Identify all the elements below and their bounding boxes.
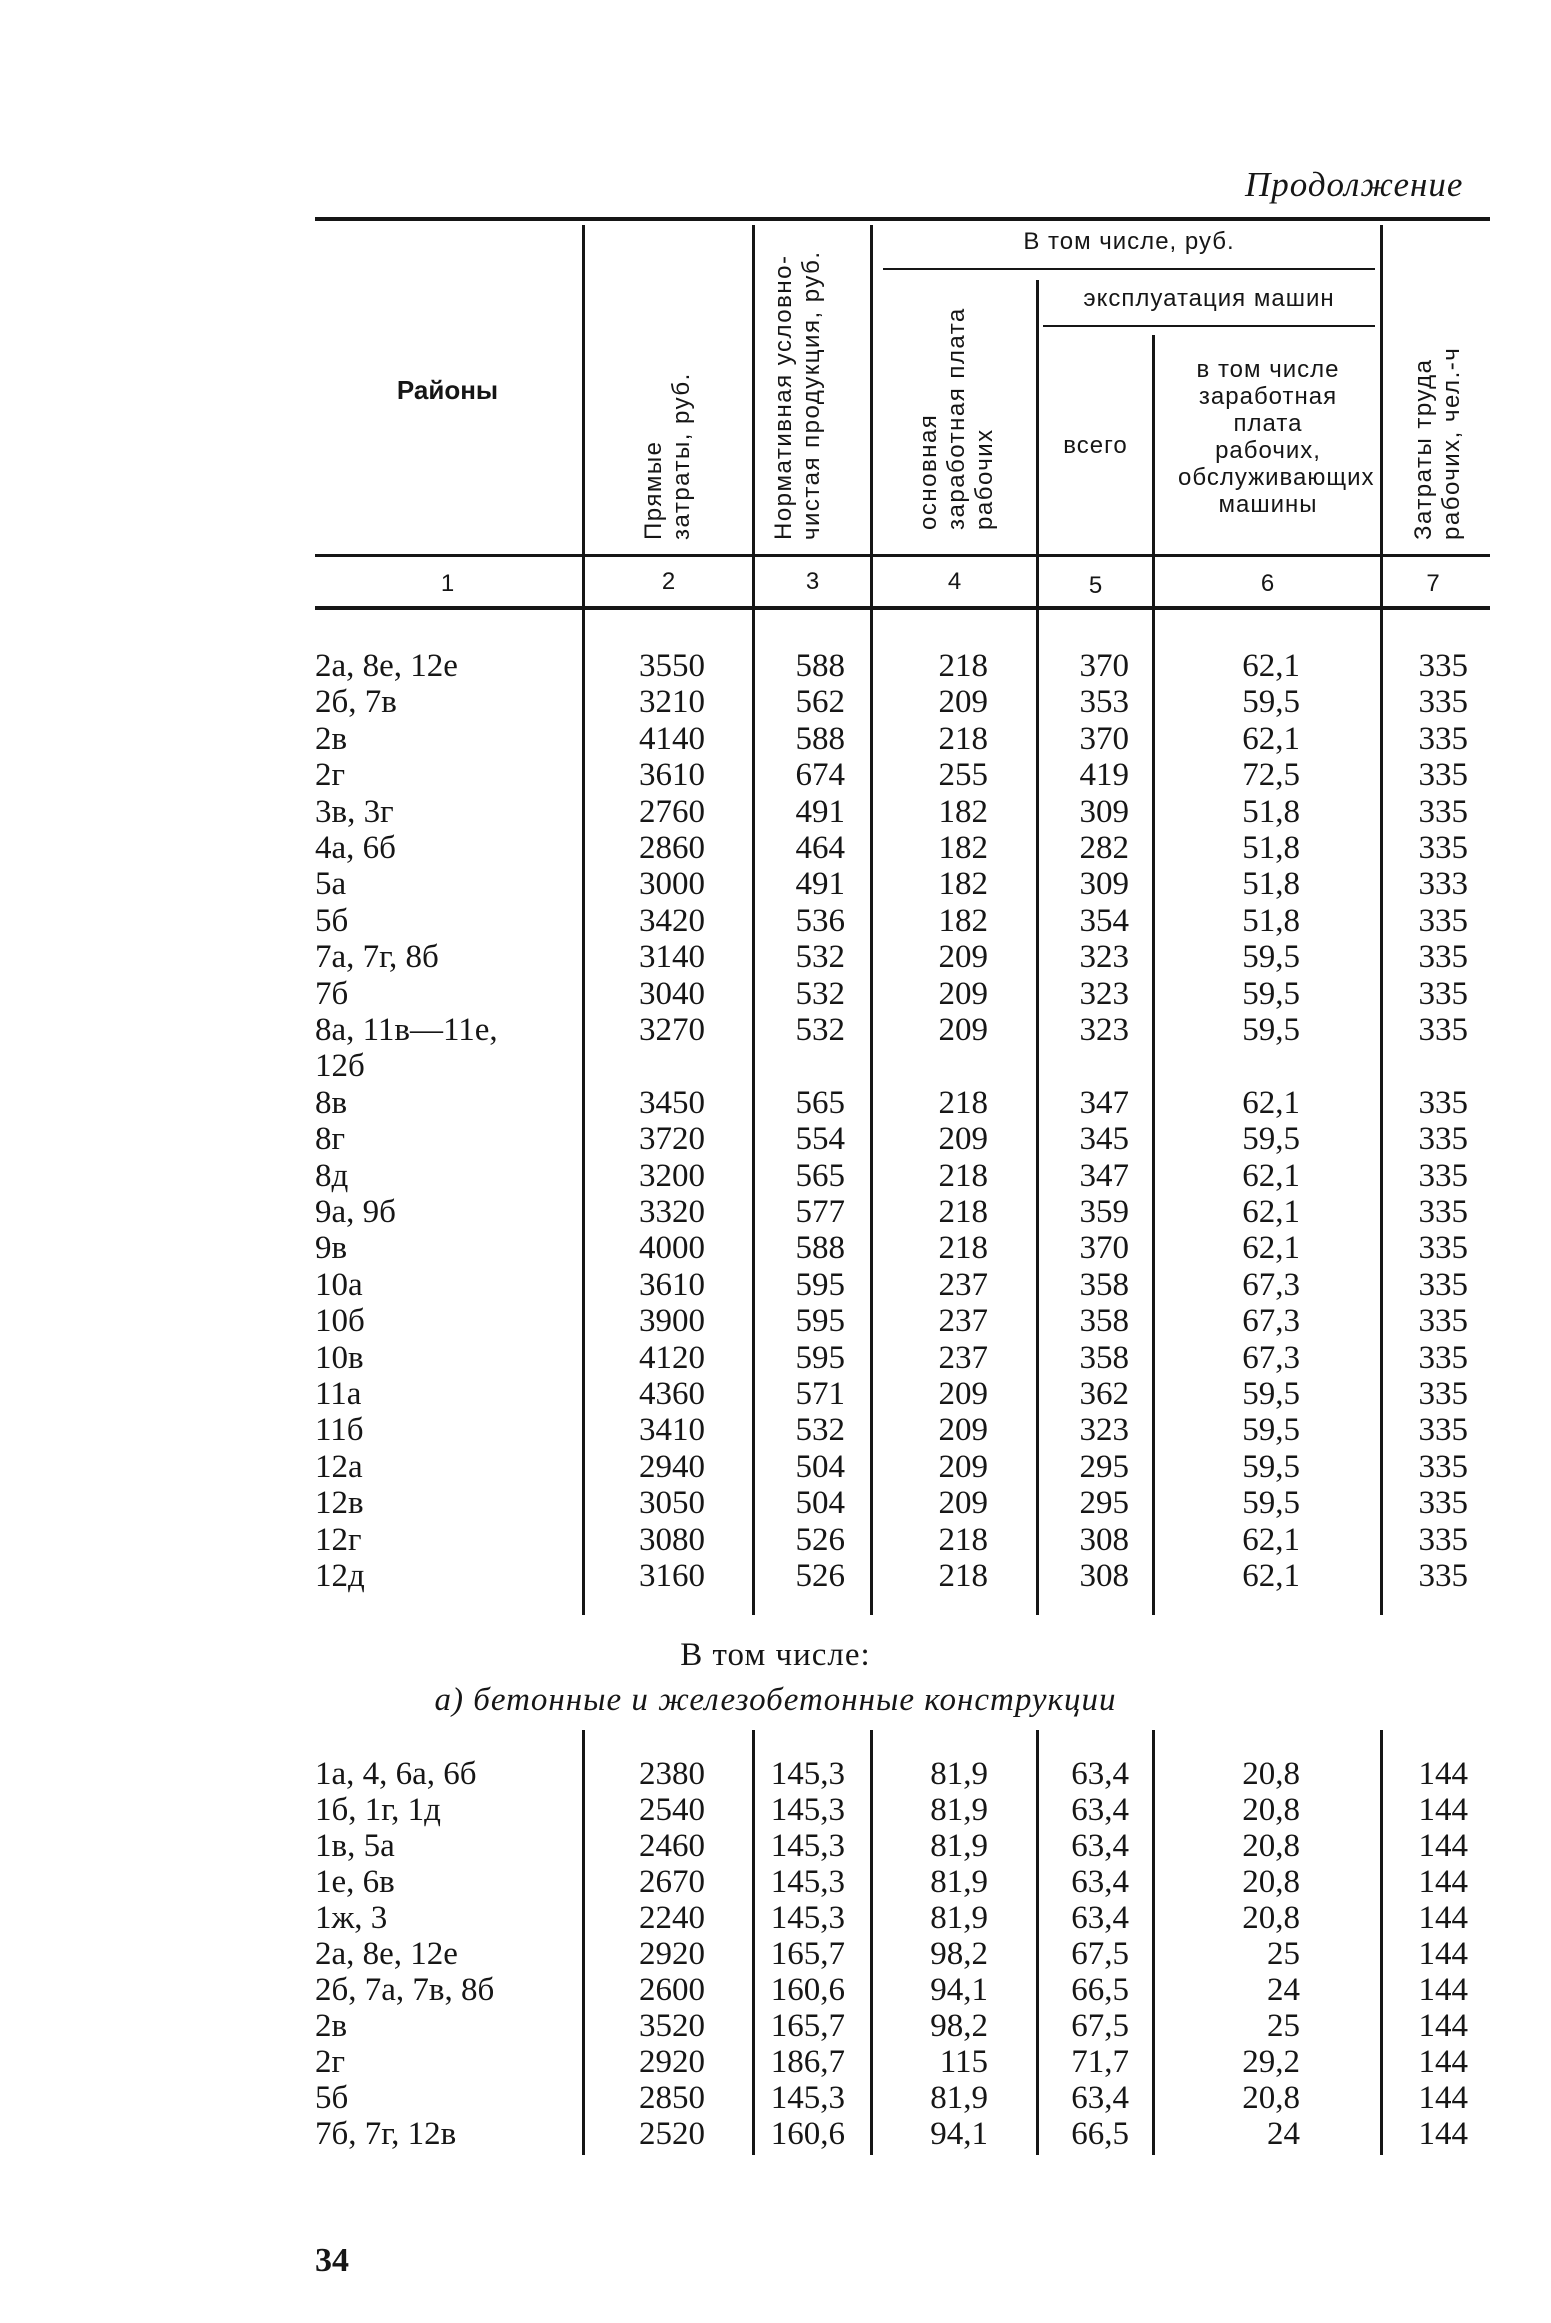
region-cell: 2г xyxy=(315,757,346,794)
region-cell: 2г xyxy=(315,2044,346,2080)
machines-total-cell: 63,4 xyxy=(1071,1864,1129,1900)
wages-cell: 209 xyxy=(938,684,988,721)
header-machine-wages: в том числе заработная плата рабочих, обслуживающих машины xyxy=(1178,356,1375,518)
normative-cell: 504 xyxy=(795,1485,845,1522)
direct-cost-cell: 4120 xyxy=(639,1339,705,1376)
normative-cell: 532 xyxy=(795,1412,845,1449)
machine-wages-cell: 59,5 xyxy=(1242,684,1300,721)
header-regions: Районы xyxy=(396,375,499,405)
labor-cell: 335 xyxy=(1418,902,1468,939)
col-number-2: 2 xyxy=(661,568,676,595)
labor-cell: 144 xyxy=(1418,1936,1468,1972)
wages-cell: 182 xyxy=(938,866,988,903)
region-cell: 9в xyxy=(315,1230,348,1267)
wages-cell: 209 xyxy=(938,939,988,976)
machine-wages-cell: 24 xyxy=(1267,2116,1300,2152)
numbers-bottom-rule xyxy=(315,606,1490,610)
header-machine-group: эксплуатация машин xyxy=(1083,285,1335,312)
wages-cell: 255 xyxy=(938,757,988,794)
region-cell: 2б, 7в xyxy=(315,684,397,721)
labor-cell: 335 xyxy=(1418,1485,1468,1522)
header-incl-group: В том числе, руб. xyxy=(1023,228,1235,255)
normative-cell: 588 xyxy=(795,1230,845,1267)
machine-wages-cell: 62,1 xyxy=(1242,1194,1300,1230)
normative-cell: 145,3 xyxy=(770,1864,845,1900)
labor-cell: 335 xyxy=(1418,939,1468,976)
normative-cell: 160,6 xyxy=(770,2116,845,2152)
machines-total-cell: 71,7 xyxy=(1071,2044,1129,2080)
region-cell: 1в, 5а xyxy=(315,1828,395,1864)
col-number-5: 5 xyxy=(1088,572,1103,599)
machine-wages-cell: 24 xyxy=(1267,1972,1300,2008)
wages-cell: 218 xyxy=(938,1194,988,1230)
direct-cost-cell: 3610 xyxy=(639,757,705,794)
direct-cost-cell: 2920 xyxy=(639,2044,705,2080)
region-cell: 8д xyxy=(315,1157,349,1194)
wages-cell: 81,9 xyxy=(930,1756,988,1792)
machine-wages-cell: 59,5 xyxy=(1242,1012,1300,1048)
wages-cell: 209 xyxy=(938,1121,988,1158)
wages-cell: 81,9 xyxy=(930,1900,988,1936)
machine-wages-cell: 72,5 xyxy=(1242,757,1300,794)
wages-cell: 182 xyxy=(938,793,988,830)
machine-wages-cell: 59,5 xyxy=(1242,1412,1300,1449)
machine-wages-cell: 20,8 xyxy=(1242,1900,1300,1936)
wages-cell: 218 xyxy=(938,720,988,757)
direct-cost-cell: 3140 xyxy=(639,939,705,976)
normative-cell: 532 xyxy=(795,975,845,1012)
wages-cell: 182 xyxy=(938,830,988,866)
labor-cell: 144 xyxy=(1418,2080,1468,2116)
machine-wages-cell: 62,1 xyxy=(1242,720,1300,757)
machines-total-cell: 295 xyxy=(1079,1485,1129,1522)
normative-cell: 536 xyxy=(795,902,845,939)
region-cell: 1е, 6в xyxy=(315,1864,395,1900)
machine-wages-cell: 29,2 xyxy=(1242,2044,1300,2080)
machine-wages-cell: 59,5 xyxy=(1242,1376,1300,1412)
normative-cell: 145,3 xyxy=(770,1900,845,1936)
labor-cell: 335 xyxy=(1418,1448,1468,1485)
labor-cell: 335 xyxy=(1418,1558,1468,1594)
wages-cell: 209 xyxy=(938,1412,988,1449)
normative-cell: 595 xyxy=(795,1266,845,1303)
machine-wages-cell: 59,5 xyxy=(1242,975,1300,1012)
wages-cell: 81,9 xyxy=(930,1828,988,1864)
machine-wages-cell: 51,8 xyxy=(1242,902,1300,939)
col-number-6: 6 xyxy=(1260,570,1275,597)
direct-cost-cell: 3520 xyxy=(639,2008,705,2044)
direct-cost-cell: 3040 xyxy=(639,975,705,1012)
normative-cell: 491 xyxy=(795,793,845,830)
normative-cell: 588 xyxy=(795,648,845,684)
region-cell: 2в xyxy=(315,720,348,757)
region-cell: 7б, 7г, 12в xyxy=(315,2116,457,2152)
machine-wages-cell: 20,8 xyxy=(1242,1792,1300,1828)
machines-total-cell: 323 xyxy=(1079,1012,1129,1048)
wages-cell: 81,9 xyxy=(930,1864,988,1900)
col-number-4: 4 xyxy=(947,568,962,595)
machine-wages-cell: 20,8 xyxy=(1242,1756,1300,1792)
col-number-1: 1 xyxy=(440,570,455,597)
machines-total-cell: 370 xyxy=(1079,648,1129,684)
machines-total-cell: 362 xyxy=(1079,1376,1129,1412)
region-cell: 5а xyxy=(315,866,347,903)
labor-cell: 335 xyxy=(1418,1121,1468,1158)
machine-wages-cell: 62,1 xyxy=(1242,1521,1300,1558)
direct-cost-cell: 3050 xyxy=(639,1485,705,1522)
machines-total-cell: 67,5 xyxy=(1071,1936,1129,1972)
normative-cell: 464 xyxy=(795,830,845,866)
direct-cost-cell: 2600 xyxy=(639,1972,705,2008)
normative-cell: 577 xyxy=(795,1194,845,1230)
normative-cell: 565 xyxy=(795,1084,845,1121)
machines-total-cell: 63,4 xyxy=(1071,1900,1129,1936)
wages-cell: 209 xyxy=(938,1485,988,1522)
normative-cell: 165,7 xyxy=(770,2008,845,2044)
region-cell: 7а, 7г, 8б xyxy=(315,939,439,976)
machines-total-cell: 308 xyxy=(1079,1558,1129,1594)
col-number-3: 3 xyxy=(805,568,820,595)
machines-total-cell: 359 xyxy=(1079,1194,1129,1230)
wages-cell: 218 xyxy=(938,1521,988,1558)
machine-wages-cell: 59,5 xyxy=(1242,1485,1300,1522)
labor-cell: 144 xyxy=(1418,1972,1468,2008)
wages-cell: 98,2 xyxy=(930,1936,988,1972)
continuation-label: Продолжение xyxy=(1245,165,1464,204)
machines-total-cell: 63,4 xyxy=(1071,2080,1129,2116)
labor-cell: 335 xyxy=(1418,1376,1468,1412)
machines-total-cell: 63,4 xyxy=(1071,1792,1129,1828)
machines-total-cell: 308 xyxy=(1079,1521,1129,1558)
labor-cell: 335 xyxy=(1418,1194,1468,1230)
region-cell: 3в, 3г xyxy=(315,793,394,830)
normative-cell: 562 xyxy=(795,684,845,721)
machines-total-cell: 354 xyxy=(1079,902,1129,939)
direct-cost-cell: 2760 xyxy=(639,793,705,830)
machine-wages-cell: 62,1 xyxy=(1242,1230,1300,1267)
region-cell: 10б xyxy=(315,1303,365,1340)
wages-cell: 81,9 xyxy=(930,1792,988,1828)
machine-wages-cell: 51,8 xyxy=(1242,866,1300,903)
machines-total-cell: 347 xyxy=(1079,1157,1129,1194)
region-cell: 10а xyxy=(315,1266,363,1303)
direct-cost-cell: 2920 xyxy=(639,1936,705,1972)
machines-total-cell: 66,5 xyxy=(1071,2116,1129,2152)
machine-wages-cell: 20,8 xyxy=(1242,2080,1300,2116)
machine-wages-cell: 67,3 xyxy=(1242,1339,1300,1376)
region-cell: 1ж, 3 xyxy=(315,1900,388,1936)
region-cell: 9а, 9б xyxy=(315,1194,396,1230)
direct-cost-cell: 3550 xyxy=(639,648,705,684)
normative-cell: 160,6 xyxy=(770,1972,845,2008)
wages-cell: 218 xyxy=(938,1558,988,1594)
machine-wages-cell: 62,1 xyxy=(1242,1157,1300,1194)
direct-cost-cell: 3210 xyxy=(639,684,705,721)
labor-cell: 335 xyxy=(1418,1303,1468,1340)
region-cell: 1а, 4, 6а, 6б xyxy=(315,1756,477,1792)
machine-wages-cell: 20,8 xyxy=(1242,1828,1300,1864)
normative-cell: 504 xyxy=(795,1448,845,1485)
machine-wages-cell: 51,8 xyxy=(1242,830,1300,866)
region-cell: 8в xyxy=(315,1084,348,1121)
region-cell: 12г xyxy=(315,1521,362,1558)
direct-cost-cell: 3000 xyxy=(639,866,705,903)
region-cell: 8г xyxy=(315,1121,346,1158)
header-normative-product: Нормативная условно-чистая продукция, руб. xyxy=(770,250,825,540)
region-cell: 11б xyxy=(315,1412,364,1449)
machines-total-cell: 66,5 xyxy=(1071,1972,1129,2008)
direct-cost-cell: 2850 xyxy=(639,2080,705,2116)
wages-cell: 237 xyxy=(938,1303,988,1340)
machine-wages-cell: 67,3 xyxy=(1242,1303,1300,1340)
region-cell: 12б xyxy=(315,1048,365,1085)
direct-cost-cell: 3900 xyxy=(639,1303,705,1340)
direct-cost-cell: 3200 xyxy=(639,1157,705,1194)
normative-cell: 565 xyxy=(795,1157,845,1194)
col-number-7: 7 xyxy=(1426,570,1440,597)
direct-cost-cell: 2670 xyxy=(639,1864,705,1900)
labor-cell: 144 xyxy=(1418,1828,1468,1864)
direct-cost-cell: 2380 xyxy=(639,1756,705,1792)
direct-cost-cell: 4140 xyxy=(639,720,705,757)
direct-cost-cell: 3160 xyxy=(639,1558,705,1594)
labor-cell: 144 xyxy=(1418,1792,1468,1828)
labor-cell: 335 xyxy=(1418,793,1468,830)
machines-total-cell: 63,4 xyxy=(1071,1756,1129,1792)
normative-cell: 571 xyxy=(795,1376,845,1412)
labor-cell: 335 xyxy=(1418,1266,1468,1303)
direct-cost-cell: 3080 xyxy=(639,1521,705,1558)
region-cell: 8а, 11в—11е, xyxy=(315,1012,498,1048)
header-base-wages: основная заработная плата рабочих xyxy=(915,307,998,530)
region-cell: 7б xyxy=(315,975,349,1012)
normative-cell: 532 xyxy=(795,939,845,976)
region-cell: 1б, 1г, 1д xyxy=(315,1792,441,1828)
labor-cell: 335 xyxy=(1418,1230,1468,1267)
wages-cell: 94,1 xyxy=(930,1972,988,2008)
direct-cost-cell: 4360 xyxy=(639,1376,705,1412)
labor-cell: 335 xyxy=(1418,830,1468,866)
machines-total-cell: 358 xyxy=(1079,1339,1129,1376)
machine-wages-cell: 51,8 xyxy=(1242,793,1300,830)
machines-total-cell: 345 xyxy=(1079,1121,1129,1158)
machines-total-cell: 323 xyxy=(1079,939,1129,976)
direct-cost-cell: 3420 xyxy=(639,902,705,939)
machine-wages-cell: 59,5 xyxy=(1242,1121,1300,1158)
wages-cell: 94,1 xyxy=(930,2116,988,2152)
labor-cell: 335 xyxy=(1418,1157,1468,1194)
machines-total-cell: 295 xyxy=(1079,1448,1129,1485)
region-cell: 11а xyxy=(315,1376,362,1412)
normative-cell: 145,3 xyxy=(770,1756,845,1792)
direct-cost-cell: 3450 xyxy=(639,1084,705,1121)
direct-cost-cell: 2540 xyxy=(639,1792,705,1828)
machines-total-cell: 370 xyxy=(1079,1230,1129,1267)
header-direct-costs: Прямые затраты, руб. xyxy=(640,372,695,540)
machine-wages-cell: 62,1 xyxy=(1242,648,1300,684)
machine-wages-cell: 59,5 xyxy=(1242,1448,1300,1485)
region-cell: 5б xyxy=(315,902,349,939)
machine-wages-cell: 62,1 xyxy=(1242,1084,1300,1121)
machines-total-cell: 358 xyxy=(1079,1303,1129,1340)
labor-cell: 144 xyxy=(1418,1900,1468,1936)
region-cell: 2б, 7а, 7в, 8б xyxy=(315,1972,495,2008)
labor-cell: 335 xyxy=(1418,1521,1468,1558)
wages-cell: 209 xyxy=(938,975,988,1012)
direct-cost-cell: 2860 xyxy=(639,830,705,866)
normative-cell: 491 xyxy=(795,866,845,903)
machine-wages-cell: 25 xyxy=(1267,1936,1300,1972)
wages-cell: 218 xyxy=(938,1084,988,1121)
machines-total-cell: 309 xyxy=(1079,866,1129,903)
normative-cell: 595 xyxy=(795,1303,845,1340)
region-cell: 12в xyxy=(315,1485,364,1522)
section-subtitle: а) бетонные и железобетонные конструкции xyxy=(434,1682,1117,1718)
direct-cost-cell: 2240 xyxy=(639,1900,705,1936)
page-number: 34 xyxy=(315,2242,349,2279)
normative-cell: 595 xyxy=(795,1339,845,1376)
machine-wages-cell: 62,1 xyxy=(1242,1558,1300,1594)
wages-cell: 218 xyxy=(938,1157,988,1194)
direct-cost-cell: 3610 xyxy=(639,1266,705,1303)
normative-cell: 145,3 xyxy=(770,2080,845,2116)
normative-cell: 145,3 xyxy=(770,1828,845,1864)
labor-cell: 144 xyxy=(1418,2008,1468,2044)
normative-cell: 165,7 xyxy=(770,1936,845,1972)
direct-cost-cell: 2460 xyxy=(639,1828,705,1864)
wages-cell: 98,2 xyxy=(930,2008,988,2044)
labor-cell: 335 xyxy=(1418,684,1468,721)
normative-cell: 526 xyxy=(795,1521,845,1558)
labor-cell: 144 xyxy=(1418,1756,1468,1792)
region-cell: 10в xyxy=(315,1339,364,1376)
machines-total-cell: 353 xyxy=(1079,684,1129,721)
wages-cell: 209 xyxy=(938,1376,988,1412)
normative-cell: 532 xyxy=(795,1012,845,1048)
wages-cell: 81,9 xyxy=(930,2080,988,2116)
labor-cell: 333 xyxy=(1418,866,1468,903)
wages-cell: 237 xyxy=(938,1266,988,1303)
machines-total-cell: 323 xyxy=(1079,1412,1129,1449)
header-bottom-rule xyxy=(315,554,1490,557)
region-cell: 2в xyxy=(315,2008,348,2044)
wages-cell: 237 xyxy=(938,1339,988,1376)
region-cell: 2а, 8е, 12е xyxy=(315,1936,458,1972)
labor-cell: 144 xyxy=(1418,1864,1468,1900)
labor-cell: 335 xyxy=(1418,720,1468,757)
machine-wages-cell: 59,5 xyxy=(1242,939,1300,976)
region-cell: 12а xyxy=(315,1448,363,1485)
wages-cell: 218 xyxy=(938,1230,988,1267)
normative-cell: 186,7 xyxy=(770,2044,845,2080)
machines-total-cell: 282 xyxy=(1079,830,1129,866)
labor-cell: 144 xyxy=(1418,2116,1468,2152)
direct-cost-cell: 2520 xyxy=(639,2116,705,2152)
normative-cell: 588 xyxy=(795,720,845,757)
machines-total-cell: 419 xyxy=(1079,757,1129,794)
wages-cell: 218 xyxy=(938,648,988,684)
wages-cell: 182 xyxy=(938,902,988,939)
direct-cost-cell: 2940 xyxy=(639,1448,705,1485)
machines-group-rule xyxy=(1043,325,1375,327)
direct-cost-cell: 3320 xyxy=(639,1194,705,1230)
wages-cell: 209 xyxy=(938,1012,988,1048)
normative-cell: 554 xyxy=(795,1121,845,1158)
labor-cell: 335 xyxy=(1418,757,1468,794)
labor-cell: 335 xyxy=(1418,1339,1468,1376)
machine-wages-cell: 25 xyxy=(1267,2008,1300,2044)
header-labor-costs: Затраты труда рабочих, чел.-ч xyxy=(1410,346,1465,540)
machines-total-cell: 347 xyxy=(1079,1084,1129,1121)
normative-cell: 526 xyxy=(795,1558,845,1594)
header-total: всего xyxy=(1063,432,1128,459)
machine-wages-cell: 67,3 xyxy=(1242,1266,1300,1303)
machine-wages-cell: 20,8 xyxy=(1242,1864,1300,1900)
region-cell: 4а, 6б xyxy=(315,830,396,866)
normative-cell: 145,3 xyxy=(770,1792,845,1828)
section-title: В том числе: xyxy=(680,1637,871,1673)
machines-total-cell: 63,4 xyxy=(1071,1828,1129,1864)
direct-cost-cell: 3270 xyxy=(639,1012,705,1048)
wages-cell: 209 xyxy=(938,1448,988,1485)
machines-total-cell: 358 xyxy=(1079,1266,1129,1303)
labor-cell: 335 xyxy=(1418,975,1468,1012)
labor-cell: 335 xyxy=(1418,1412,1468,1449)
direct-cost-cell: 3720 xyxy=(639,1121,705,1158)
machines-total-cell: 370 xyxy=(1079,720,1129,757)
labor-cell: 144 xyxy=(1418,2044,1468,2080)
machines-total-cell: 323 xyxy=(1079,975,1129,1012)
machines-total-cell: 309 xyxy=(1079,793,1129,830)
region-cell: 5б xyxy=(315,2080,349,2116)
wages-cell: 115 xyxy=(939,2044,988,2080)
machines-total-cell: 67,5 xyxy=(1071,2008,1129,2044)
direct-cost-cell: 3410 xyxy=(639,1412,705,1449)
labor-cell: 335 xyxy=(1418,1012,1468,1048)
labor-cell: 335 xyxy=(1418,648,1468,684)
region-cell: 12д xyxy=(315,1558,365,1594)
normative-cell: 674 xyxy=(795,757,845,794)
top-rule xyxy=(315,217,1490,221)
direct-cost-cell: 4000 xyxy=(639,1230,705,1267)
region-cell: 2а, 8е, 12е xyxy=(315,648,458,684)
labor-cell: 335 xyxy=(1418,1084,1468,1121)
